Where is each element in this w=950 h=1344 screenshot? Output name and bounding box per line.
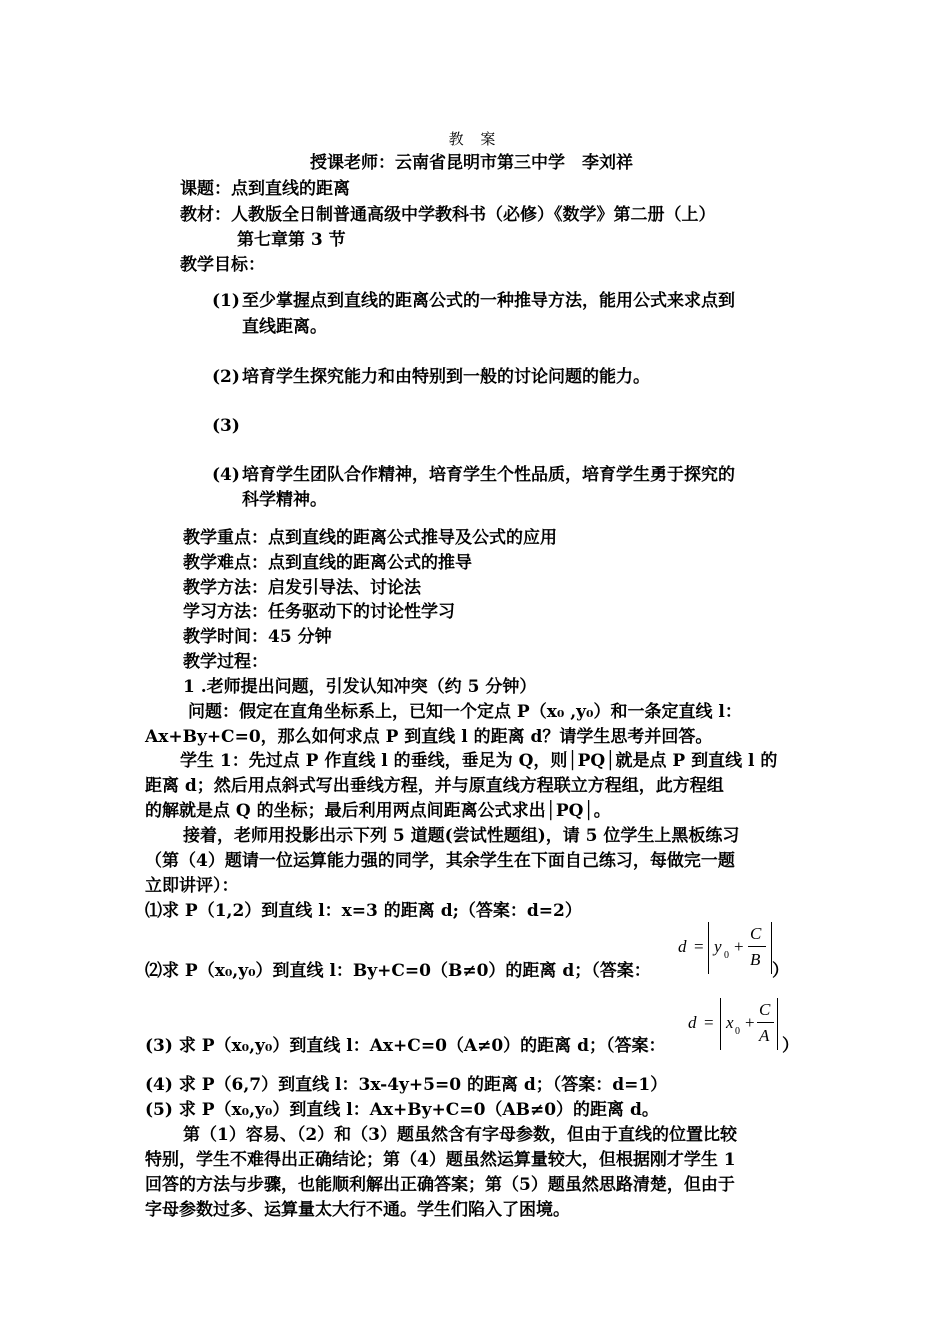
exercise-3: (3) 求 P（x₀,y₀）到直线 l：Ax+C=0（A≠0）的距离 d；（答案：	[145, 1036, 666, 1056]
exercise-2-close: ）	[772, 961, 789, 981]
next-paragraph: 接着，老师用投影出示下列 5 道题(尝试性题组)，请 5 位学生上黑板练习	[183, 826, 740, 846]
teaching-time: 教学时间：45 分钟	[183, 627, 332, 647]
fraction-bar	[757, 1022, 774, 1023]
formula-numerator: C	[759, 1000, 771, 1019]
formula-variable: x	[726, 1013, 734, 1032]
formula-denominator: B	[750, 950, 761, 969]
formula-equals: =	[694, 937, 704, 956]
summary-paragraph-cont-2: 回答的方法与步骤，也能顺利解出正确答案；第（5）题虽然思路清楚，但由于	[145, 1175, 735, 1195]
formula-subscript: 0	[735, 1026, 740, 1037]
student-1-answer-cont-2: 的解就是点 Q 的坐标；最后利用两点间距离公式求出│PQ│。	[145, 801, 611, 821]
goal-1-text: 至少掌握点到直线的距离公式的一种推导方法，能用公式来求点到	[242, 291, 735, 311]
goals-label: 教学目标：	[180, 255, 265, 275]
goal-1-number: (1)	[212, 291, 240, 311]
formula-plus: +	[745, 1013, 755, 1032]
teaching-difficulty: 教学难点：点到直线的距离公式的推导	[183, 553, 472, 573]
teaching-process-label: 教学过程：	[183, 652, 268, 672]
question-text-cont: Ax+By+C=0，那么如何求点 P 到直线 l 的距离 d？请学生思考并回答。	[145, 727, 713, 747]
exercise-2: ⑵求 P（x₀,y₀）到直线 l：By+C=0（B≠0）的距离 d；（答案：	[145, 961, 651, 981]
exercise-1: ⑴求 P（1,2）到直线 l：x=3 的距离 d;（答案：d=2）	[145, 901, 582, 921]
learning-method: 学习方法：任务驱动下的讨论性学习	[183, 602, 455, 622]
student-1-answer: 学生 1：先过点 P 作直线 l 的垂线，垂足为 Q，则│PQ│就是点 P 到直线 l 的	[180, 751, 778, 771]
formula-numerator: C	[750, 924, 762, 943]
exercise-2-formula	[678, 922, 778, 980]
formula-denominator: A	[759, 1026, 770, 1045]
goal-4-number: (4)	[212, 465, 240, 485]
exercise-3-close: ）	[782, 1036, 799, 1056]
student-1-answer-cont: 距离 d；然后用点斜式写出垂线方程，并与原直线方程联立方程组，此方程组	[145, 776, 724, 796]
formula-lhs: d	[678, 937, 687, 956]
next-paragraph-cont: （第（4）题请一位运算能力强的同学，其余学生在下面自己练习，每做完一题	[145, 851, 735, 871]
document-title: 教 案	[448, 130, 502, 148]
goal-4-text-cont: 科学精神。	[242, 490, 327, 510]
exercise-3-formula	[688, 998, 788, 1056]
formula-equals: =	[704, 1013, 714, 1032]
formula-subscript: 0	[724, 950, 729, 961]
teacher-line: 授课老师：云南省昆明市第三中学 李刘祥	[310, 153, 633, 173]
goal-2-number: (2)	[212, 367, 240, 387]
formula-variable: y	[714, 937, 722, 956]
textbook-line: 教材：人教版全日制普通高级中学教科书（必修）《数学》第二册（上）	[180, 205, 716, 225]
fraction-bar	[748, 946, 766, 947]
topic-line: 课题：点到直线的距离	[180, 179, 350, 199]
exercise-4: (4) 求 P（6,7）到直线 l：3x-4y+5=0 的距离 d；（答案：d=1）	[145, 1075, 668, 1095]
goal-1-text-cont: 直线距离。	[242, 317, 327, 337]
question-text: 问题：假定在直角坐标系上，已知一个定点 P（x₀ ,y₀）和一条定直线 l：	[188, 702, 742, 722]
formula-plus: +	[734, 937, 744, 956]
summary-paragraph-cont: 特别，学生不难得出正确结论；第（4）题虽然运算量较大，但根据刚才学生 1	[145, 1150, 736, 1170]
textbook-chapter-line: 第七章第 3 节	[237, 230, 346, 250]
summary-paragraph: 第（1）容易、（2）和（3）题虽然含有字母参数，但由于直线的位置比较	[183, 1125, 737, 1145]
goal-3-number: (3)	[212, 416, 240, 436]
goal-2-text: 培育学生探究能力和由特别到一般的讨论问题的能力。	[242, 367, 650, 387]
teaching-method: 教学方法：启发引导法、讨论法	[183, 578, 421, 598]
teaching-focus: 教学重点：点到直线的距离公式推导及公式的应用	[183, 528, 557, 548]
exercise-5: (5) 求 P（x₀,y₀）到直线 l：Ax+By+C=0（AB≠0）的距离 d。	[145, 1100, 659, 1120]
summary-paragraph-cont-3: 字母参数过多、运算量太大行不通。学生们陷入了困境。	[145, 1200, 570, 1220]
formula-lhs: d	[688, 1013, 697, 1032]
goal-4-text: 培育学生团队合作精神，培育学生个性品质，培育学生勇于探究的	[242, 465, 735, 485]
next-paragraph-cont-2: 立即讲评）：	[145, 876, 239, 896]
process-step-1: 1 .老师提出问题，引发认知冲突（约 5 分钟）	[183, 677, 537, 697]
